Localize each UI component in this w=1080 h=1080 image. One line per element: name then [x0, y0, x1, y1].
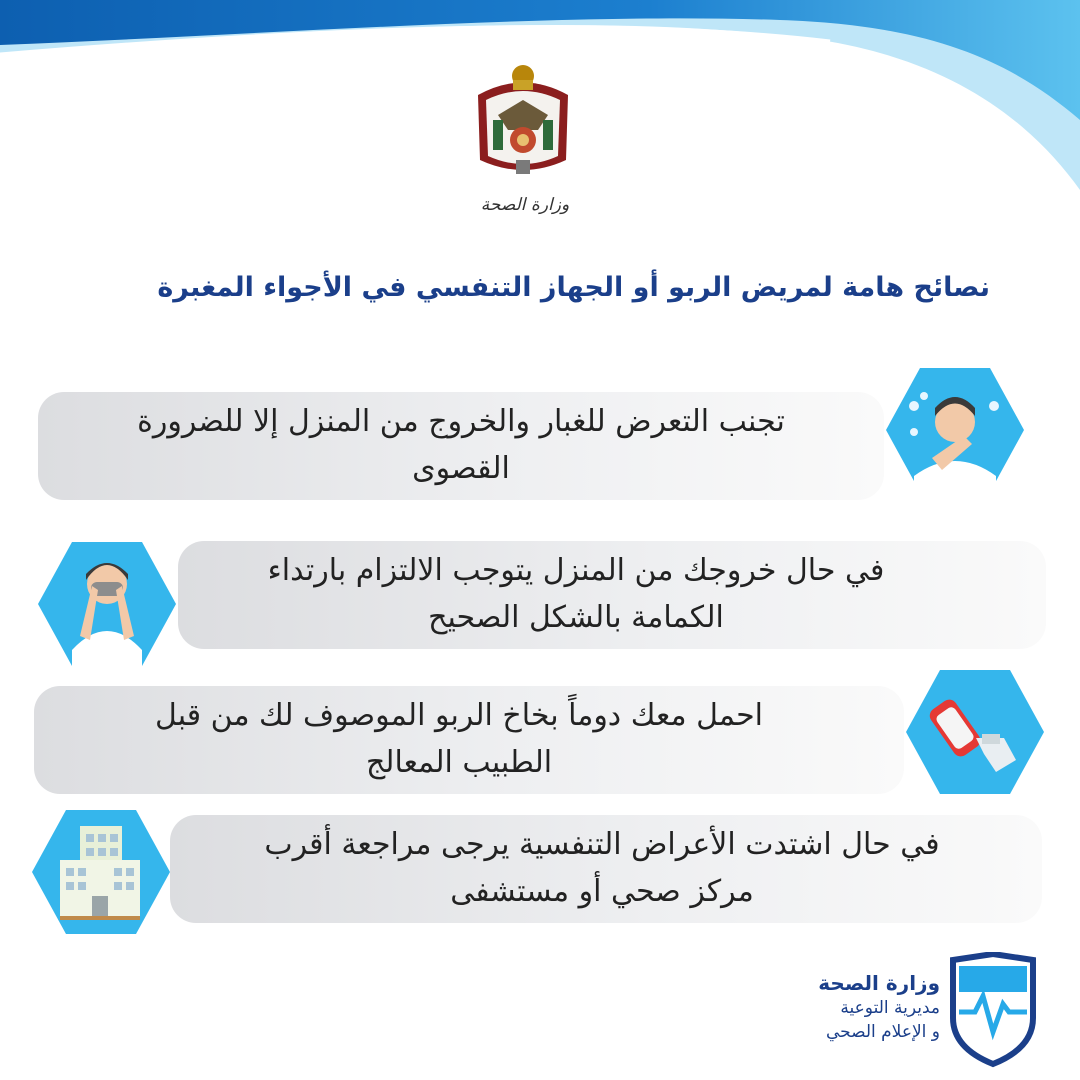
tip-3-line-2: الطبيب المعالج — [365, 745, 553, 780]
tip-card-4 — [170, 815, 1042, 923]
tip-2-line-2: الكمامة بالشكل الصحيح — [428, 600, 724, 635]
tip-card-3 — [34, 686, 904, 794]
tip-3-line-1: احمل معك دوماً بخاخ الربو الموصوف لك من قبل — [154, 698, 764, 733]
tip-1-line-1: تجنب التعرض للغبار والخروج من المنزل إلا للضرورة — [137, 404, 785, 439]
person-wearing-mask-icon — [36, 540, 178, 668]
ministry-handwritten-label: وزارة الصحة — [480, 195, 570, 215]
footer-ministry-name: وزارة الصحة — [818, 971, 940, 995]
tip-1-line-2: القصوى — [412, 451, 510, 486]
footer-logo-text — [760, 970, 940, 1044]
footer-media-line: و الإعلام الصحي — [825, 1022, 940, 1042]
coat-of-arms-emblem — [468, 60, 578, 190]
heartbeat-shield-logo-icon — [945, 952, 1041, 1068]
tip-card-1 — [38, 392, 884, 500]
tip-card-2 — [178, 541, 1046, 649]
tip-4-line-1: في حال اشتدت الأعراض التنفسية يرجى مراجعة أقرب — [264, 827, 940, 862]
footer-directorate-line: مديرية التوعية — [840, 998, 940, 1018]
hospital-building-icon — [30, 808, 172, 936]
asthma-inhaler-icon — [904, 668, 1046, 796]
tip-2-line-1: في حال خروجك من المنزل يتوجب الالتزام بارتداء — [267, 553, 885, 588]
person-covering-nose-icon — [884, 366, 1026, 494]
tip-4-line-2: مركز صحي أو مستشفى — [450, 874, 754, 909]
page-title: نصائح هامة لمريض الربو أو الجهاز التنفسي في الأجواء المغبرة — [157, 272, 990, 303]
